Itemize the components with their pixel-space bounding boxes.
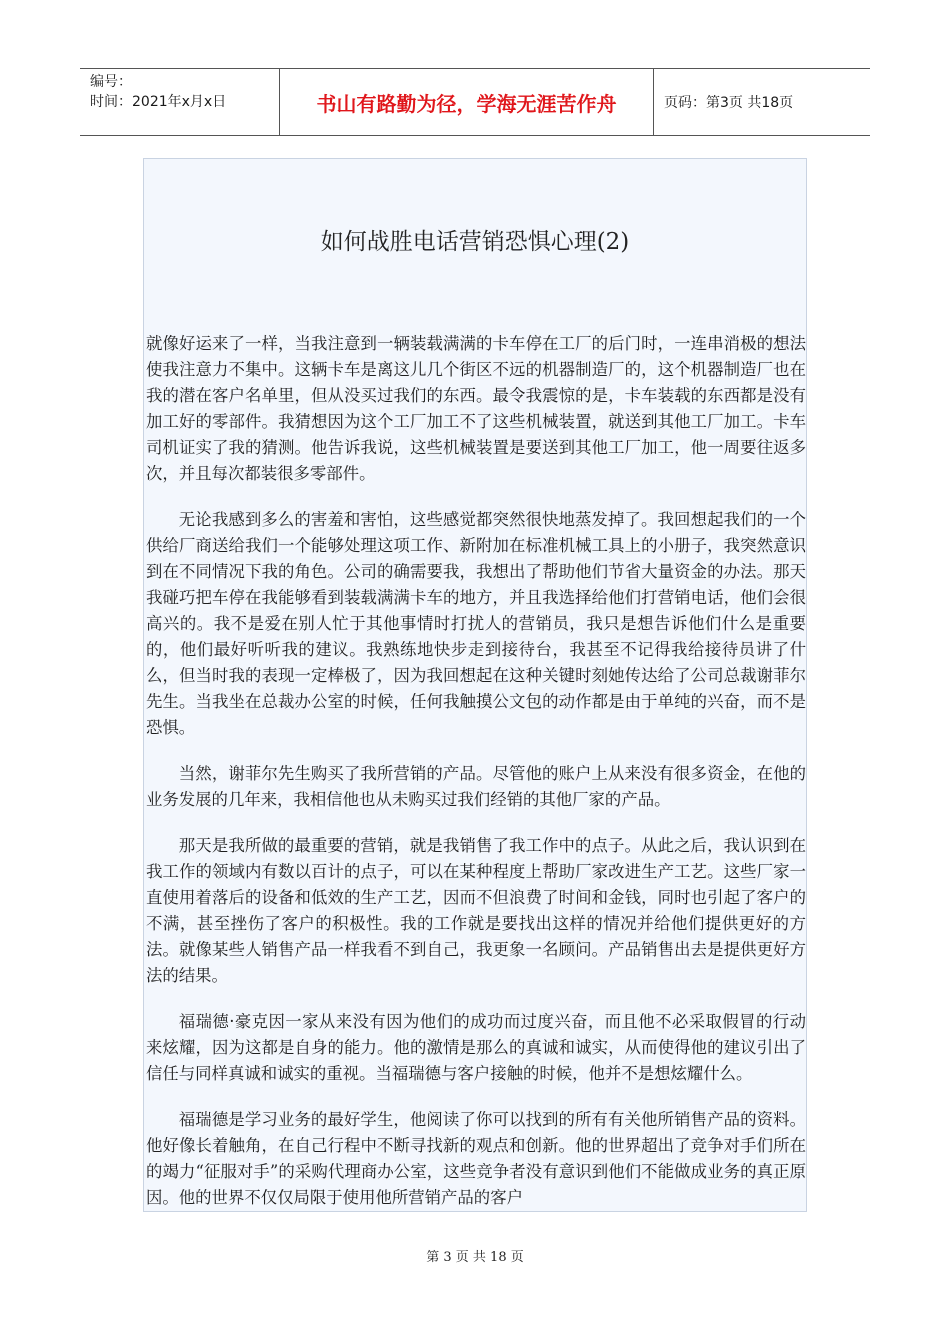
number-label: 编号： bbox=[90, 74, 132, 90]
page-footer: 第 3 页 共 18 页 bbox=[426, 1250, 524, 1265]
paragraph: 无论我感到多么的害羞和害怕，这些感觉都突然很快地蒸发掉了。我回想起我们的一个供给厂商送给我们一个能够处理这项工作、新附加在标准机械工具上的小册子，我突然意识到在不同情况下我的角色。公司的确需要我，我想出了帮助他们节省大量资金的办法。那天我碰巧把车停在我能够看到装载满满卡车的地方，并且我选择给他们打营销电话，他们会很高兴的。我不是爱在别人忙于其他事情时打扰人的营销员，我只是想告诉他们什么是重要的，他们最好听听我的建议。我熟练地快步走到接待台，我甚至不记得我给接待员讲了什么，但当时我的表现一定棒极了，因为我回想起在这种关键时刻她传达给了公司总裁谢菲尔先生。当我坐在总裁办公室的时候，任何我触摸公文包的动作都是由于单纯的兴奋，而不是恐惧。 bbox=[146, 510, 806, 737]
paragraph: 当然，谢菲尔先生购买了我所营销的产品。尽管他的账户上从来没有很多资金，在他的业务发展的几年来，我相信他也从未购买过我们经销的其他厂家的产品。 bbox=[146, 764, 806, 809]
paragraph: 福瑞德·豪克因一家从来没有因为他们的成功而过度兴奋，而且他不必采取假冒的行动来炫耀，因为这都是自身的能力。他的激情是那么的真诚和诚实，从而使得他的建议引出了信任与同样真诚和诚实的重视。当福瑞德与客户接触的时候，他并不是想炫耀什么。 bbox=[146, 1012, 806, 1083]
header-motto: 书山有路勤为径，学海无涯苦作舟 bbox=[280, 69, 654, 135]
paragraph: 那天是我所做的最重要的营销，就是我销售了我工作中的点子。从此之后，我认识到在我工作的领域内有数以百计的点子，可以在某种程度上帮助厂家改进生产工艺。这些厂家一直使用着落后的设备和低效的生产工艺，因而不但浪费了时间和金钱，同时也引起了客户的不满，甚至挫伤了客户的积极性。我的工作就是要找出这样的情况并给他们提供更好的方法。就像某些人销售产品一样我看不到自己，我更象一名顾问。产品销售出去是提供更好方法的结果。 bbox=[146, 836, 806, 985]
header-page-info: 页码：第3页 共18页 bbox=[664, 95, 794, 111]
document-content bbox=[143, 158, 807, 1212]
page-header bbox=[80, 68, 870, 136]
document-title: 如何战胜电话营销恐惧心理(2) bbox=[320, 229, 630, 255]
paragraph: 福瑞德是学习业务的最好学生，他阅读了你可以找到的所有有关他所销售产品的资料。他好像长着触角，在自己行程中不断寻找新的观点和创新。他的世界超出了竞争对手们所在的竭力“征服对手”的采购代理商办公室，这些竞争者没有意识到他们不能做成业务的真正原因。他的世界不仅仅局限于使用他所营销产品的客户 bbox=[146, 1110, 806, 1207]
document-body bbox=[146, 331, 806, 1212]
time-label: 时间：2021年x月x日 bbox=[90, 94, 227, 110]
header-meta bbox=[80, 69, 280, 135]
paragraph: 就像好运来了一样，当我注意到一辆装载满满的卡车停在工厂的后门时，一连串消极的想法使我注意力不集中。这辆卡车是离这儿几个街区不远的机器制造厂的，这个机器制造厂也在我的潜在客户名单里，但从没买过我们的东西。最令我震惊的是，卡车装载的东西都是没有加工好的零部件。我猜想因为这个工厂加工不了这些机械装置，就送到其他工厂加工。卡车司机证实了我的猜测。他告诉我说，这些机械装置是要送到其他工厂加工，他一周要往返多次，并且每次都装很多零部件。 bbox=[146, 334, 806, 483]
